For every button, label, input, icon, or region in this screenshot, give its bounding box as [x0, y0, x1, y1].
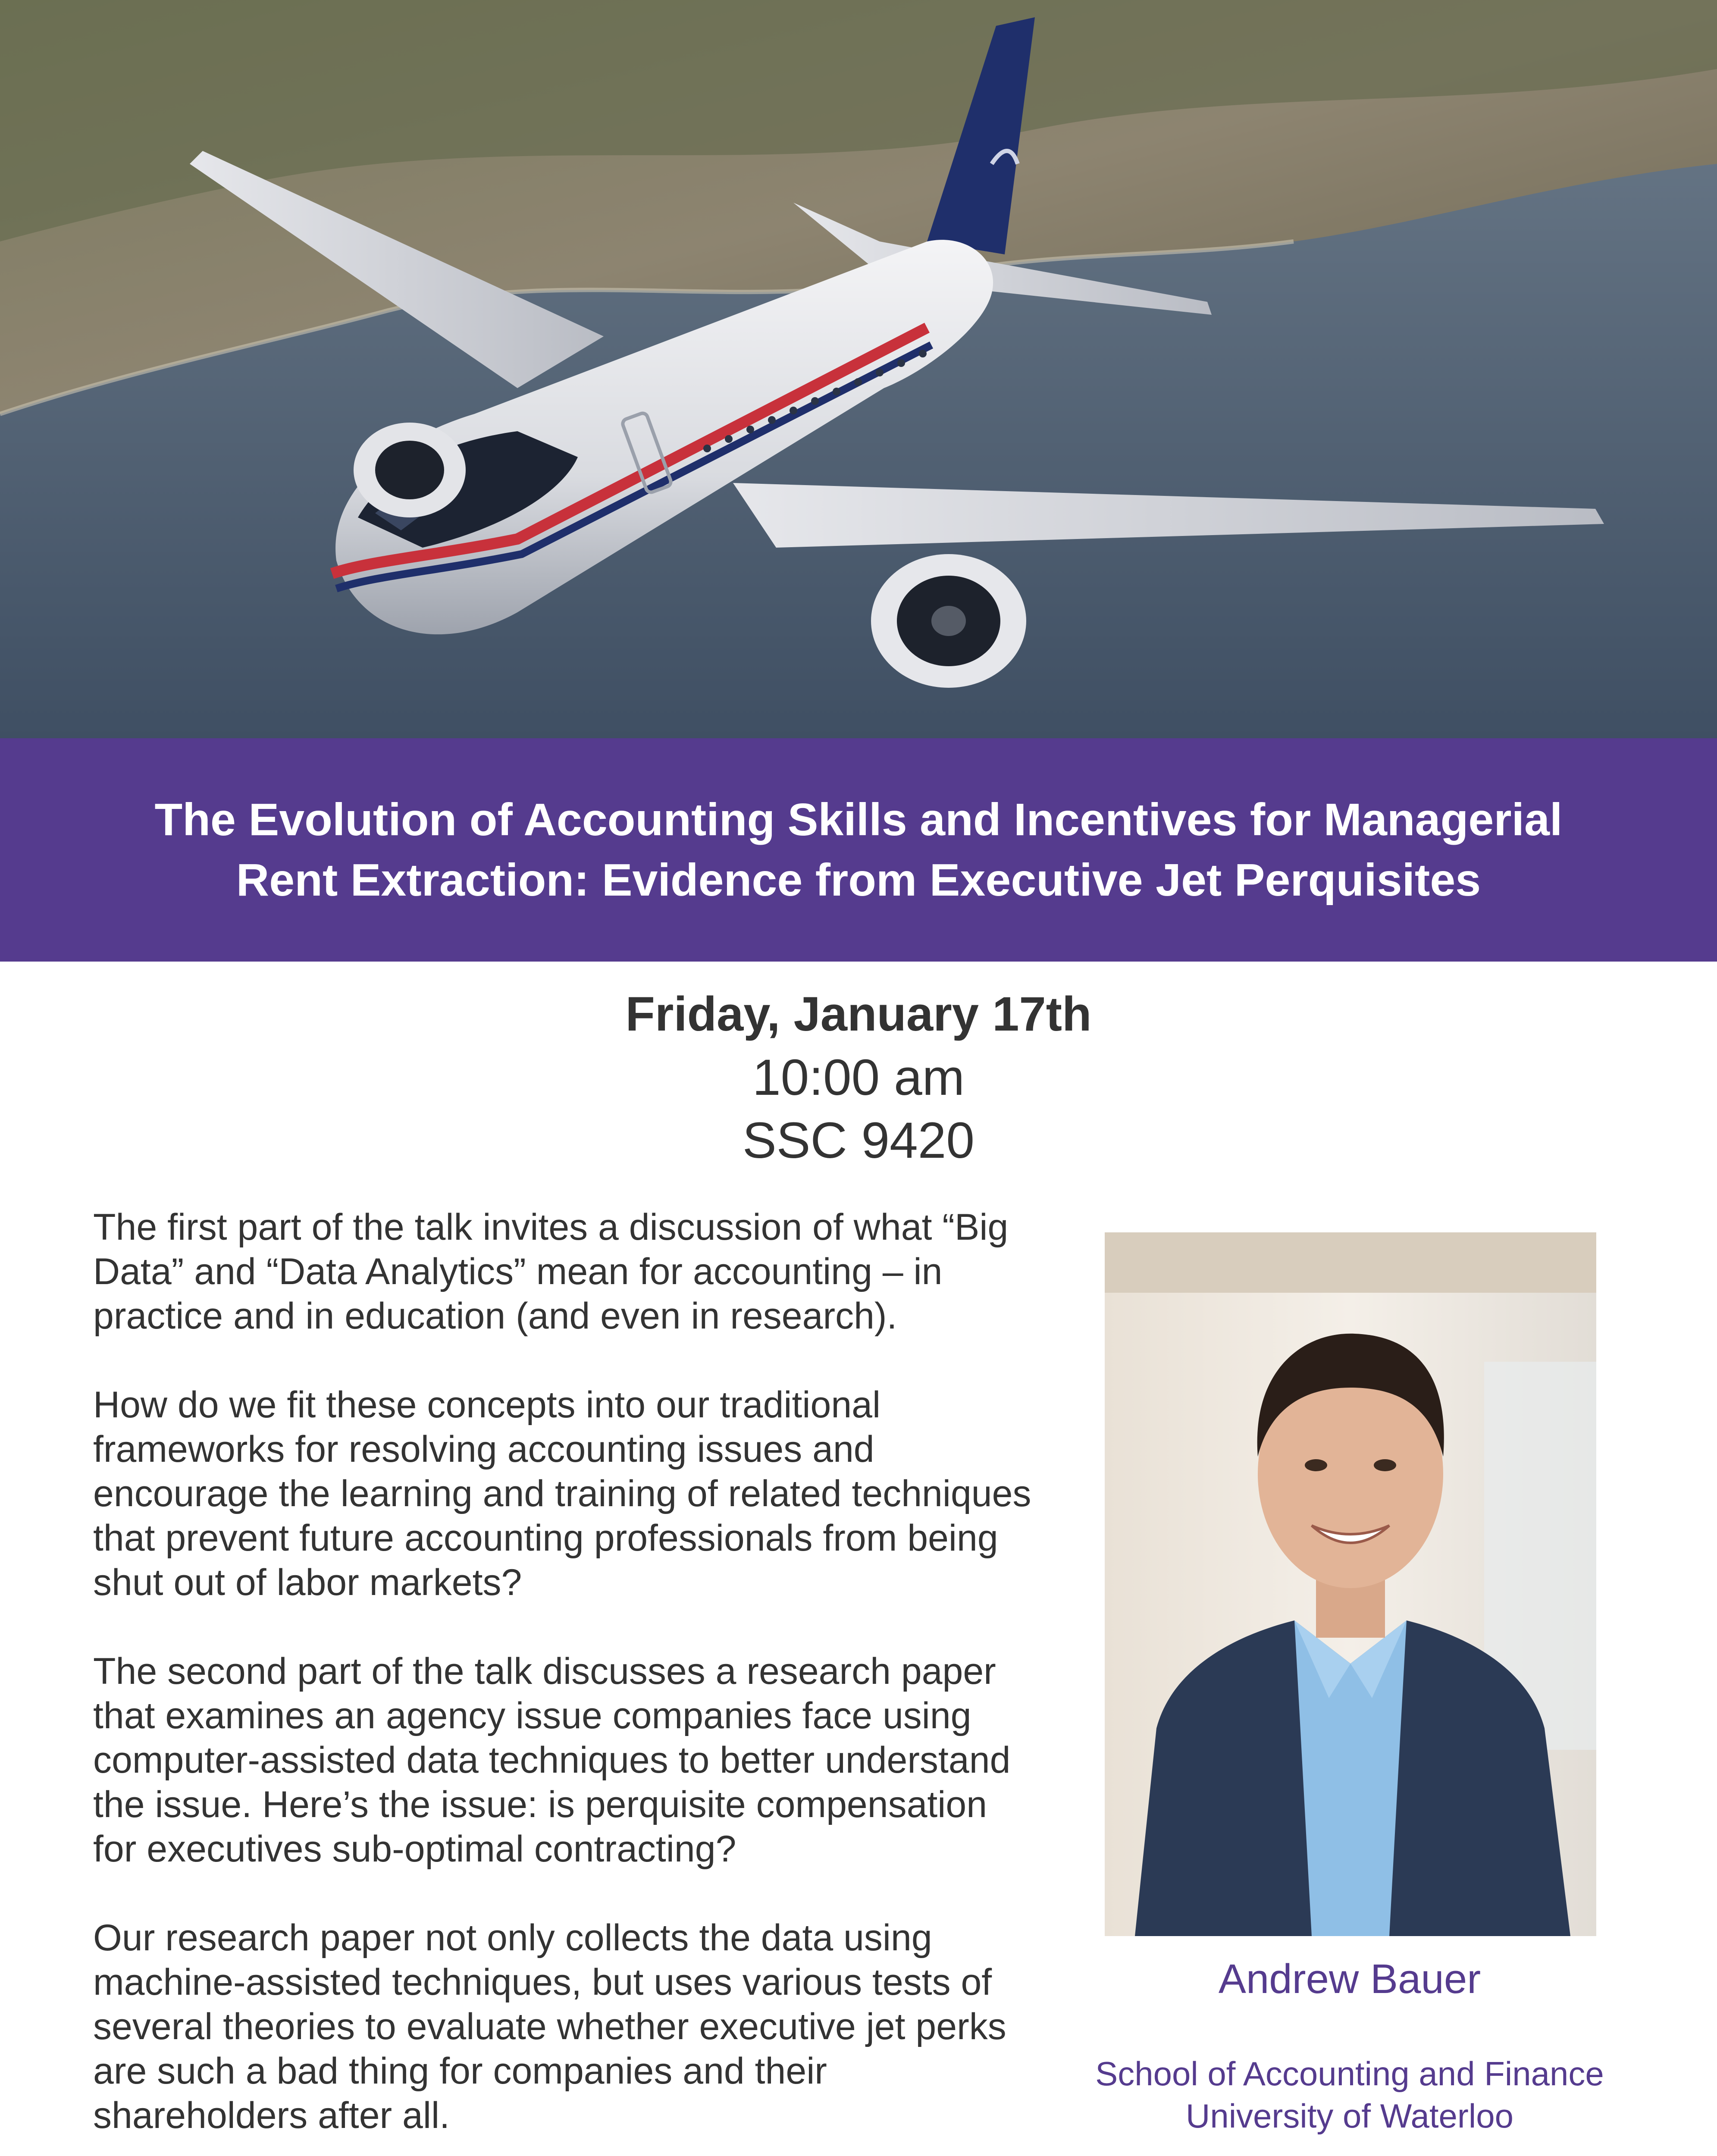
abstract-paragraph: The first part of the talk invites a discussion of what “Big Data” and “Data Analytics” mean for accounting – in practice and in education (and even in research).	[93, 1206, 1009, 1337]
event-time: 10:00 am	[752, 1049, 965, 1106]
speaker-affiliation	[1026, 2053, 1673, 2137]
hero-photo-jet	[0, 0, 1717, 738]
event-details	[0, 982, 1717, 1172]
event-room: SSC 9420	[743, 1112, 974, 1169]
speaker-portrait	[1105, 1232, 1596, 1936]
abstract-paragraph: How do we fit these concepts into our traditional frameworks for resolving accounting issues and encourage the learning and training of related techniques that prevent future accounting professionals from being shut out of labor markets?	[93, 1384, 1031, 1603]
speaker-school: School of Accounting and Finance	[1095, 2055, 1604, 2093]
jet-illustration	[0, 0, 1717, 738]
speaker-university: University of Waterloo	[1185, 2097, 1513, 2135]
speaker-name: Andrew Bauer	[1218, 1956, 1481, 2002]
title-band	[0, 738, 1717, 962]
event-date: Friday, January 17th	[625, 987, 1092, 1041]
abstract-paragraph: The second part of the talk discusses a research paper that examines an agency issue companies face using computer-assisted data techniques to better understand the issue. Here’s the issue: is perquisite compensation for executives sub-optimal contracting?	[93, 1651, 1011, 1870]
talk-title: The Evolution of Accounting Skills and Incentives for Managerial Rent Extraction: Evidence from Executive Jet Perquisites	[154, 794, 1563, 906]
talk-abstract	[93, 1205, 1033, 2156]
abstract-paragraph: Our research paper not only collects the data using machine-assisted techniques, but uses various tests of several theories to evaluate whether executive jet perks are such a bad thing for companies and their shareholders after all.	[93, 1917, 1006, 2136]
speaker-photo	[1105, 1232, 1596, 1936]
